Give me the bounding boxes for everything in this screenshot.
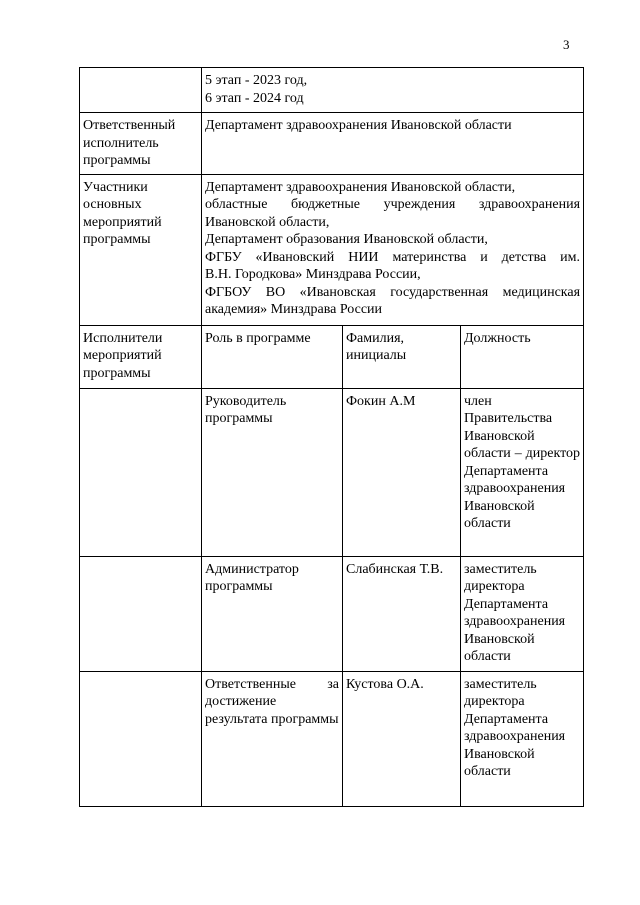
- executor-name: Кустова О.А.: [343, 671, 461, 806]
- executor-role: Администратор программы: [202, 556, 343, 671]
- executor-name: Фокин А.М: [343, 388, 461, 556]
- participant-line: академия» Минздрава России: [205, 302, 383, 317]
- header-name: Фамилия, инициалы: [343, 325, 461, 388]
- participant-line: Департамент здравоохранения Ивановской области,: [205, 179, 516, 195]
- stages-label-cell: [80, 68, 202, 113]
- stages-row: [80, 68, 584, 113]
- participant-line: В.Н. Городкова» Минздрава России,: [205, 267, 421, 282]
- executors-header-row: [80, 325, 584, 388]
- header-position: Должность: [461, 325, 584, 388]
- executor-row: [80, 671, 584, 806]
- participant-line: ФГБУ «Ивановский НИИ материнства и детства им.: [205, 249, 581, 265]
- executor-row: [80, 556, 584, 671]
- empty-cell: [80, 388, 202, 556]
- executor-role: Руководитель программы: [202, 388, 343, 556]
- stages-value-cell: [202, 68, 584, 113]
- executor-position: член Правительства Ивановской области – директор Департамента здравоохранения Ивановской области: [461, 388, 584, 556]
- empty-cell: [80, 671, 202, 806]
- executors-label: Исполнители мероприятий программы: [80, 325, 202, 388]
- participants-row: [80, 174, 584, 325]
- responsible-value: Департамент здравоохранения Ивановской области: [202, 113, 584, 175]
- responsible-row: [80, 113, 584, 175]
- executor-name: Слабинская Т.В.: [343, 556, 461, 671]
- executor-position: заместитель директора Департамента здравоохранения Ивановской области: [461, 671, 584, 806]
- participant-line: Ивановской области,: [205, 214, 330, 230]
- stage-line: 5 этап - 2023 год,: [205, 73, 308, 88]
- participants-label: Участники основных мероприятий программы: [80, 174, 202, 325]
- participant-line: областные бюджетные учреждения здравоохранения: [205, 197, 581, 212]
- header-role: Роль в программе: [202, 325, 343, 388]
- participant-line: ФГБОУ ВО «Ивановская государственная медицинская: [205, 284, 581, 300]
- responsible-label: Ответственный исполнитель программы: [80, 113, 202, 175]
- empty-cell: [80, 556, 202, 671]
- participants-value: [202, 174, 584, 325]
- executor-position: заместитель директора Департамента здравоохранения Ивановской области: [461, 556, 584, 671]
- executor-row: [80, 388, 584, 556]
- program-passport-table: [79, 67, 584, 807]
- participant-line: Департамент образования Ивановской области,: [205, 232, 488, 247]
- stage-line: 6 этап - 2024 год: [205, 90, 304, 106]
- page-number: 3: [563, 37, 570, 52]
- executor-role: Ответственные за достижение результата программы: [202, 671, 343, 806]
